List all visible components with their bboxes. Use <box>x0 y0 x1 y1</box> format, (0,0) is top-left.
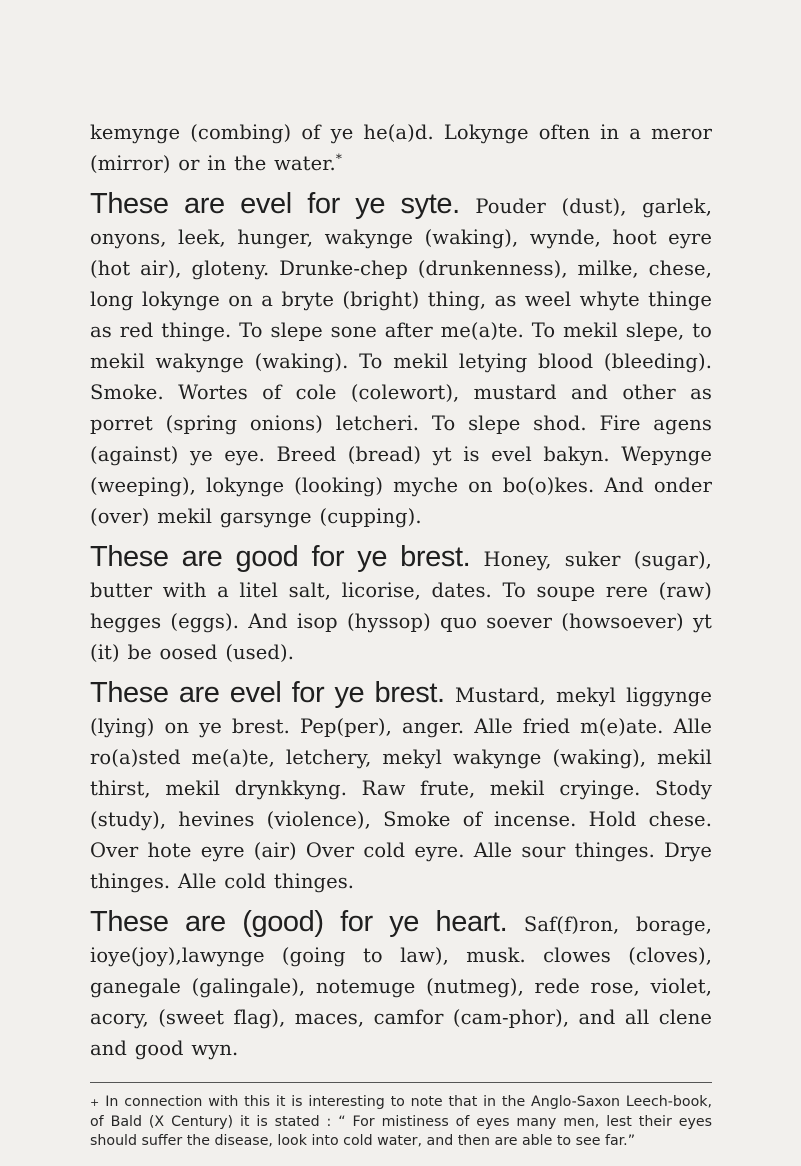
footnote-text: In connection with this it is interesting to note that in the Anglo-Saxon Leech-book, of Bald (X Century) it is stated : “ For mistiness of eyes many men, lest their eyes should suffer the disease, look into cold water, and then are able to see far.” <box>90 1094 712 1149</box>
intro-text: kemynge (combing) of ye he(a)d. Lokynge often in a meror (mirror) or in the water. <box>90 121 712 175</box>
section-body: Saf(f)ron, borage, ioye(joy),lawynge (going to law), musk. clowes (cloves), ganegale (galingale), notemuge (nutmeg), rede rose, violet, acory, (sweet flag), maces, camfor (cam-phor), and all clene and good wyn. <box>90 913 712 1060</box>
section-brest-evel <box>90 678 712 897</box>
section-heading: These are good for ye brest. <box>90 541 471 573</box>
footnote <box>90 1093 712 1152</box>
section-heading: These are evel for ye syte. <box>90 188 460 220</box>
section-brest-good <box>90 542 712 668</box>
document-page <box>90 117 712 1166</box>
section-heart-good <box>90 907 712 1064</box>
footnote-symbol: + <box>90 1096 100 1109</box>
section-heading: These are (good) for ye heart. <box>90 906 508 938</box>
section-body: Mustard, mekyl liggynge (lying) on ye brest. Pep(per), anger. Alle fried m(e)ate. Alle ro(a)sted me(a)te, letchery, mekyl wakynge (waking), mekil thirst, mekil drynkkyng. Raw frute, mekil cryinge. Stody (study), hevines (violence), Smoke of incense. Hold chese. Over hote eyre (air) Over cold eyre. Alle sour thinges. Drye thinges. Alle cold thinges. <box>90 684 712 893</box>
section-heading: These are evel for ye brest. <box>90 677 445 709</box>
footnote-marker: * <box>335 151 342 166</box>
footnote-divider <box>90 1082 712 1083</box>
intro-paragraph <box>90 117 712 179</box>
section-body: Pouder (dust), garlek, onyons, leek, hunger, wakynge (waking), wynde, hoot eyre (hot air), gloteny. Drunke-chep (drunkenness), milke, chese, long lokynge on a bryte (bright) thing, as weel whyte thinge as red thinge. To slepe sone after me(a)te. To mekil slepe, to mekil wakynge (waking). To mekil letying blood (bleeding). Smoke. Wortes of cole (colewort), mustard and other as porret (spring onions) letcheri. To slepe shod. Fire agens (against) ye eye. Breed (bread) yt is evel bakyn. Wepynge (weeping), lokynge (looking) myche on bo(o)kes. And onder (over) mekil garsynge (cupping). <box>90 195 712 528</box>
section-syte-evel <box>90 189 712 532</box>
section-body: Honey, suker (sugar), butter with a litel salt, licorise, dates. To soupe rere (raw) hegges (eggs). And isop (hyssop) quo soever (howsoever) yt (it) be oosed (used). <box>90 548 712 664</box>
